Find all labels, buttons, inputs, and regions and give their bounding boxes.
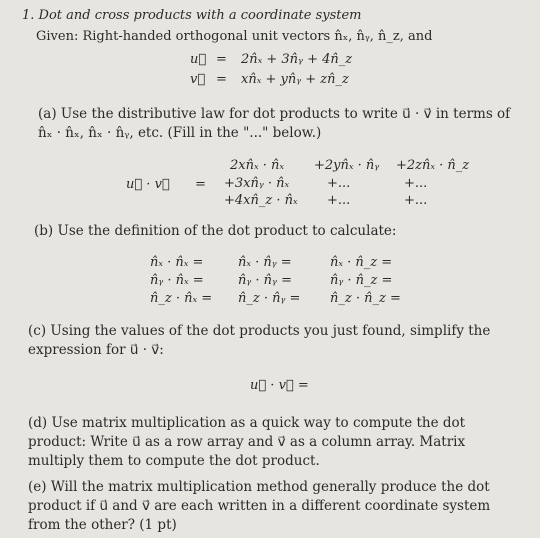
u-rhs: 2n̂ₓ + 3n̂ᵧ + 4n̂_z [241,52,353,67]
part-a-cell: 2xn̂ₓ · n̂ₓ [230,158,284,173]
part-a-lhs: u⃗ · v⃗ [126,177,170,192]
part-a-cell: +2yn̂ₓ · n̂ᵧ [314,158,380,173]
v-rhs: xn̂ₓ + yn̂ᵧ + zn̂_z [241,72,349,87]
part-a-cell: +... [327,193,351,208]
part-a-text: (a) Use the distributive law for dot products to write u⃗ · v⃗ in terms of n̂ₓ · n̂ₓ, n̂ₓ · n̂ᵧ, etc. (Fill in the "..." below.) [38,106,511,141]
part-a-cell: +4xn̂_z · n̂ₓ [224,193,298,208]
part-d-text: (d) Use matrix multiplication as a quick way to compute the dot product: Write u⃗ as a row array and v⃗ as a column array. Matrix multiply them to compute the dot product. [28,415,466,469]
v-lhs: v⃗ [190,72,206,87]
u-lhs: u⃗ [190,52,207,67]
part-b-text: (b) Use the definition of the dot product to calculate: [34,223,397,239]
part-b-cell: n̂_z · n̂_z = [330,291,401,306]
part-b-cell: n̂_z · n̂ᵧ = [238,291,301,306]
part-c-text: (c) Using the values of the dot products you just found, simplify the expression for u⃗ · v⃗: [28,323,491,358]
part-b-cell: n̂ᵧ · n̂ᵧ = [238,273,292,288]
part-b-cell: n̂ₓ · n̂ₓ = [150,255,204,270]
part-b-cell: n̂ₓ · n̂ᵧ = [238,255,292,270]
part-c-expression: u⃗ · v⃗ = [250,378,309,393]
u-equals: = [216,52,227,67]
part-a-cell: +2zn̂ₓ · n̂_z [396,158,470,173]
part-a-cell: +... [327,176,351,191]
part-a-cell: +... [404,193,428,208]
part-b-cell: n̂ᵧ · n̂ₓ = [150,273,204,288]
part-a-equals: = [195,177,206,192]
part-a-cell: +3xn̂ᵧ · n̂ₓ [224,176,290,191]
problem-title: 1. Dot and cross products with a coordinate system [22,8,362,23]
part-e-text: (e) Will the matrix multiplication method generally produce the dot product if u⃗ and v⃗ are each written in a different coordinate system from the other? (1 pt) [28,479,491,533]
part-b-cell: n̂_z · n̂ₓ = [150,291,213,306]
given-statement: Given: Right-handed orthogonal unit vectors n̂ₓ, n̂ᵧ, n̂_z, and [36,29,433,44]
part-b-cell: n̂ᵧ · n̂_z = [330,273,393,288]
v-equals: = [216,72,227,87]
part-a-cell: +... [404,176,428,191]
part-b-cell: n̂ₓ · n̂_z = [330,255,393,270]
